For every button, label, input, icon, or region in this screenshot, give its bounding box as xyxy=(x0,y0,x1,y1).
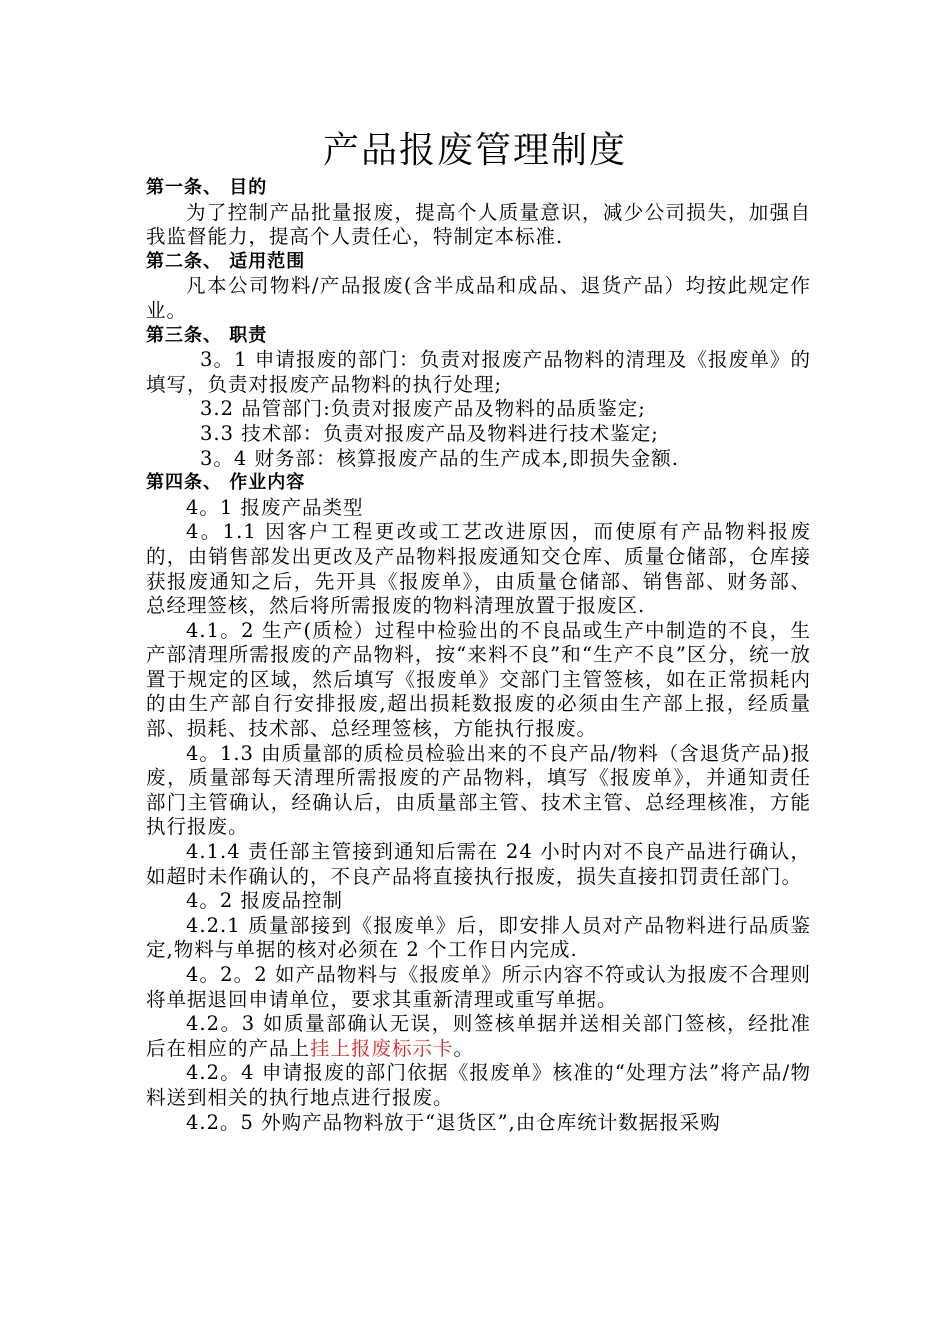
paragraph-text: 4.2。3 如质量部确认无误，则签核单据并送相关部门签核，经批准后在相应的产品上 xyxy=(146,1012,811,1060)
section-heading-1: 第一条、 目的 xyxy=(146,177,268,198)
paragraph: 3.2 品管部门:负责对报废产品及物料的品质鉴定; xyxy=(200,397,646,421)
paragraph: 4.2。5 外购产品物料放于“退货区”,由仓库统计数据报采购 xyxy=(186,1110,721,1134)
highlighted-text: 挂上报废标示卡 xyxy=(310,1036,454,1060)
section-heading-3: 第三条、 职责 xyxy=(146,324,268,346)
paragraph-text: 。 xyxy=(453,1036,475,1060)
document-body xyxy=(146,176,811,1135)
paragraph: 3。4 财务部：核算报废产品的生产成本,即损失金额. xyxy=(200,446,679,470)
paragraph: 4。1.1 因客户工程更改或工艺改进原因，而使原有产品物料报废的，由销售部发出更改及产品物料报废通知交仓库、质量仓储部，仓库接获报废通知之后，先开具《报废单》，由质量仓储部、销售部、财务部、总经理签核，然后将所需报废的物料清理放置于报废区. xyxy=(146,520,811,618)
section-heading-4: 第四条、 作业内容 xyxy=(146,472,306,494)
paragraph: 4.1。2 生产(质检）过程中检验出的不良品或生产中制造的不良，生产部清理所需报废的产品物料，按“来料不良”和“生产不良”区分，统一放置于规定的区域，然后填写《报废单》交部门主管签核，如在正常损耗内的由生产部自行安排报废,超出损耗数报废的必须由生产部上报，经质量部、损耗、技术部、总经理签核，方能执行报废。 xyxy=(146,618,811,741)
section-heading-2: 第二条、 适用范围 xyxy=(146,250,306,272)
paragraph: 4.2.1 质量部接到《报废单》后，即安排人员对产品物料进行品质鉴定,物料与单据的核对必须在 2 个工作日内完成. xyxy=(146,913,811,962)
document-title: 产品报废管理制度 xyxy=(322,130,627,171)
paragraph: 3。1 申请报废的部门：负责对报废产品物料的清理及《报废单》的填写，负责对报废产品物料的执行处理; xyxy=(146,348,811,396)
paragraph: 4。2。2 如产品物料与《报废单》所示内容不符或认为报废不合理则将单据退回申请单位，要求其重新清理或重写单据。 xyxy=(146,963,811,1011)
paragraph: 3.3 技术部：负责对报废产品及物料进行技术鉴定; xyxy=(200,421,659,445)
paragraph: 4。1 报废产品类型 xyxy=(186,495,364,519)
paragraph-4-2-3 xyxy=(146,1012,811,1061)
paragraph: 为了控制产品批量报废，提高个人质量意识，减少公司损失，加强自我监督能力，提高个人责任心，特制定本标准. xyxy=(146,200,811,249)
paragraph: 4.2。4 申请报废的部门依据《报废单》核准的“处理方法”将产品/物料送到相关的执行地点进行报废。 xyxy=(146,1061,811,1109)
paragraph: 凡本公司物料/产品报废(含半成品和成品、退货产品）均按此规定作业。 xyxy=(146,274,811,322)
paragraph: 4.1.4 责任部主管接到通知后需在 24 小时内对不良产品进行确认，如超时未作确认的，不良产品将直接执行报废，损失直接扣罚责任部门。 xyxy=(146,840,811,888)
paragraph: 4。1.3 由质量部的质检员检验出来的不良产品/物料（含退货产品)报废，质量部每天清理所需报废的产品物料，填写《报废单》，并通知责任部门主管确认，经确认后，由质量部主管、技术主管、总经理核准，方能执行报废。 xyxy=(146,741,811,839)
paragraph: 4。2 报废品控制 xyxy=(186,889,344,913)
